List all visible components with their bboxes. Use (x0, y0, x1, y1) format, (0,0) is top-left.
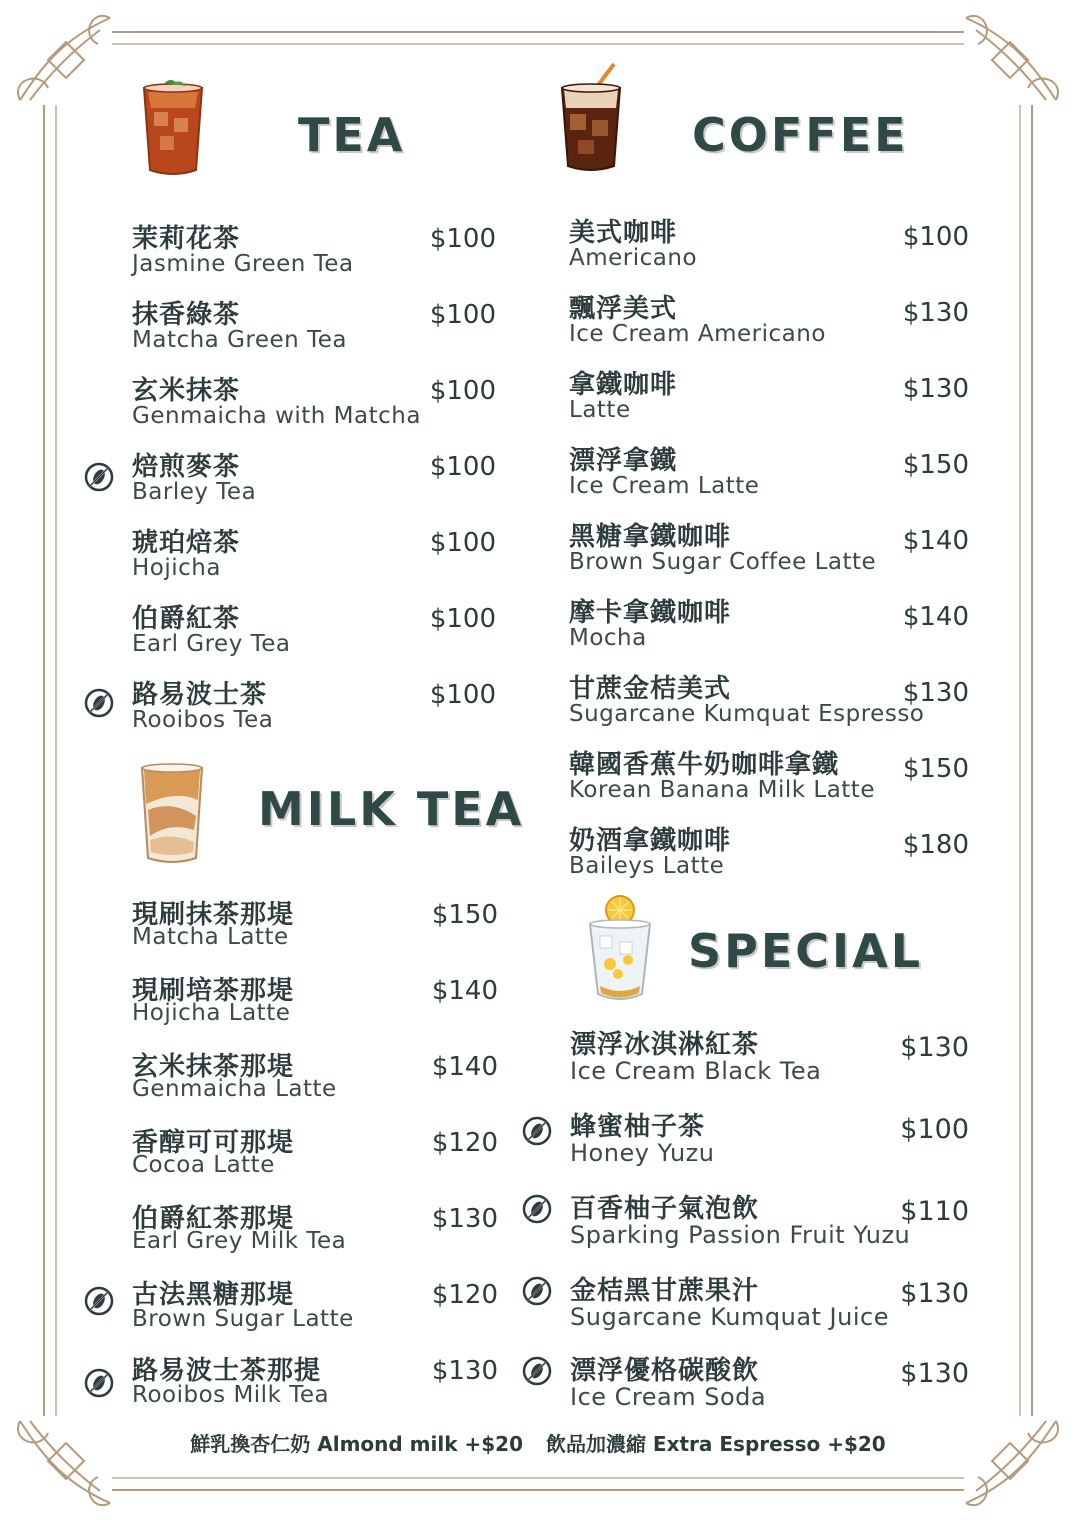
menu-item-milk-tea-genmaicha-latte (132, 1046, 498, 1118)
item-name-zh: 蜂蜜柚子茶 (570, 1112, 706, 1142)
item-name-zh: 古法黑糖那堤 (132, 1280, 295, 1310)
menu-item-tea-matcha (132, 294, 496, 366)
item-name-zh: 美式咖啡 (569, 218, 678, 248)
menu-item-coffee-mocha (569, 592, 969, 664)
item-name-zh: 香醇可可那堤 (132, 1128, 295, 1158)
item-price: $100 (900, 1114, 969, 1145)
item-price: $100 (429, 452, 496, 482)
item-name-en: Sparking Passion Fruit Yuzu (570, 1221, 911, 1249)
item-name-en: Genmaicha with Matcha (132, 403, 421, 429)
menu-item-milk-tea-cocoa-latte (132, 1122, 498, 1194)
item-name-en: Honey Yuzu (570, 1139, 715, 1167)
item-name-en: Brown Sugar Coffee Latte (569, 549, 877, 575)
menu-item-special-passion-fruit-yuzu (570, 1188, 969, 1260)
item-name-zh: 茉莉花茶 (132, 224, 241, 254)
item-name-zh: 飄浮美式 (569, 294, 678, 324)
iced-tea-glass-icon (138, 78, 208, 178)
item-price: $130 (902, 678, 969, 708)
item-name-zh: 黑糖拿鐵咖啡 (569, 522, 732, 552)
item-price: $100 (429, 680, 496, 710)
item-name-zh: 琥珀焙茶 (132, 528, 241, 558)
menu-item-tea-hojicha (132, 522, 496, 594)
item-name-en: Ice Cream Latte (569, 473, 760, 499)
item-name-en: Korean Banana Milk Latte (569, 777, 875, 803)
item-price: $130 (900, 1278, 969, 1309)
lemon-soda-cup-icon (584, 894, 656, 1006)
item-name-en: Brown Sugar Latte (132, 1306, 354, 1332)
item-price: $100 (429, 376, 496, 406)
item-price: $130 (431, 1204, 498, 1234)
item-name-zh: 伯爵紅茶 (132, 604, 241, 634)
item-name-zh: 漂浮冰淇淋紅茶 (570, 1030, 760, 1060)
item-name-zh: 焙煎麥茶 (132, 452, 241, 482)
item-name-zh: 漂浮優格碳酸飲 (570, 1356, 760, 1386)
item-name-zh: 抹香綠茶 (132, 300, 241, 330)
item-price: $130 (902, 374, 969, 404)
item-price: $100 (429, 604, 496, 634)
item-name-en: Ice Cream Black Tea (570, 1057, 822, 1085)
menu-item-milk-tea-brown-sugar (132, 1274, 498, 1346)
item-name-en: Ice Cream Soda (570, 1383, 767, 1411)
item-name-en: Hojicha (132, 555, 221, 581)
menu-item-tea-jasmine (132, 218, 496, 290)
no-caffeine-icon (522, 1116, 552, 1146)
menu-item-milk-tea-matcha-latte (132, 894, 498, 966)
item-name-en: Matcha Green Tea (132, 327, 347, 353)
menu-item-tea-rooibos (132, 674, 496, 746)
menu-item-coffee-sugarcane-kumquat (569, 668, 969, 740)
menu-item-coffee-baileys (569, 820, 969, 892)
no-caffeine-icon (84, 1368, 114, 1398)
item-name-en: Jasmine Green Tea (132, 251, 354, 277)
menu-item-special-honey-yuzu (570, 1106, 969, 1178)
item-name-en: Latte (569, 397, 631, 423)
item-name-en: Hojicha Latte (132, 1000, 291, 1026)
item-price: $100 (902, 222, 969, 252)
item-name-en: Barley Tea (132, 479, 257, 505)
footer-addon-notes (0, 1428, 1076, 1457)
no-caffeine-icon (84, 688, 114, 718)
item-name-en: Genmaicha Latte (132, 1076, 337, 1102)
item-name-en: Earl Grey Tea (132, 631, 291, 657)
item-price: $130 (902, 298, 969, 328)
menu-item-special-ice-cream-black-tea (570, 1024, 969, 1096)
item-name-zh: 路易波士茶那提 (132, 1356, 322, 1386)
menu-item-coffee-ice-cream-americano (569, 288, 969, 360)
item-name-en: Ice Cream Americano (569, 321, 826, 347)
item-price: $100 (429, 528, 496, 558)
almond-milk-note: 鮮乳換杏仁奶 Almond milk +$20 (190, 1432, 523, 1456)
item-price: $150 (431, 900, 498, 930)
item-name-zh: 奶酒拿鐵咖啡 (569, 826, 732, 856)
menu-item-coffee-brown-sugar-latte (569, 516, 969, 588)
menu-item-tea-genmaicha (132, 370, 496, 442)
corner-ornament-top-right (966, 16, 1058, 100)
no-caffeine-icon (522, 1276, 552, 1306)
item-name-en: Sugarcane Kumquat Juice (570, 1303, 889, 1331)
no-caffeine-icon (84, 462, 114, 492)
item-name-en: Mocha (569, 625, 647, 651)
item-price: $100 (429, 300, 496, 330)
item-name-zh: 百香柚子氣泡飲 (570, 1194, 760, 1224)
item-name-en: Cocoa Latte (132, 1152, 275, 1178)
item-name-en: Earl Grey Milk Tea (132, 1228, 347, 1254)
coffee-section-title: COFFEE (692, 108, 909, 162)
menu-item-coffee-korean-banana (569, 744, 969, 816)
milk-tea-glass-icon (136, 760, 208, 866)
item-name-en: Baileys Latte (569, 853, 725, 879)
item-name-zh: 金桔黑甘蔗果汁 (570, 1276, 760, 1306)
menu-item-special-sugarcane-kumquat-juice (570, 1270, 969, 1342)
item-price: $150 (902, 754, 969, 784)
menu-item-milk-tea-rooibos (132, 1350, 498, 1422)
item-price: $140 (431, 976, 498, 1006)
no-caffeine-icon (522, 1356, 552, 1386)
item-name-zh: 拿鐵咖啡 (569, 370, 678, 400)
item-price: $110 (900, 1196, 969, 1227)
item-price: $130 (900, 1358, 969, 1389)
item-name-zh: 玄米抹茶那堤 (132, 1052, 295, 1082)
no-caffeine-icon (84, 1286, 114, 1316)
item-price: $140 (902, 602, 969, 632)
item-name-en: Matcha Latte (132, 924, 289, 950)
menu-item-special-ice-cream-soda (570, 1350, 969, 1422)
menu-item-milk-tea-earl-grey (132, 1198, 498, 1270)
menu-item-coffee-latte (569, 364, 969, 436)
item-price: $180 (902, 830, 969, 860)
item-name-zh: 現刷培茶那堤 (132, 976, 295, 1006)
item-name-zh: 漂浮拿鐵 (569, 446, 678, 476)
menu-item-tea-earl-grey (132, 598, 496, 670)
item-name-zh: 現刷抹茶那堤 (132, 900, 295, 930)
item-price: $130 (431, 1356, 498, 1386)
item-name-en: Rooibos Tea (132, 707, 274, 733)
iced-coffee-glass-icon (556, 62, 626, 174)
milk-tea-section-title: MILK TEA (258, 782, 525, 836)
special-section-title: SPECIAL (688, 924, 924, 978)
corner-ornament-top-left (18, 16, 110, 100)
item-price: $130 (900, 1032, 969, 1063)
item-price: $120 (431, 1128, 498, 1158)
item-name-zh: 伯爵紅茶那堤 (132, 1204, 295, 1234)
item-price: $140 (902, 526, 969, 556)
menu-item-milk-tea-hojicha-latte (132, 970, 498, 1042)
menu-item-coffee-ice-cream-latte (569, 440, 969, 512)
item-price: $150 (902, 450, 969, 480)
item-name-en: Rooibos Milk Tea (132, 1382, 330, 1408)
item-name-zh: 韓國香蕉牛奶咖啡拿鐵 (569, 750, 840, 780)
item-name-en: Americano (569, 245, 698, 271)
item-name-zh: 玄米抹茶 (132, 376, 241, 406)
item-name-zh: 路易波士茶 (132, 680, 268, 710)
item-name-zh: 甘蔗金桔美式 (569, 674, 732, 704)
item-price: $100 (429, 224, 496, 254)
item-price: $140 (431, 1052, 498, 1082)
item-price: $120 (431, 1280, 498, 1310)
tea-section-title: TEA (298, 108, 406, 162)
extra-espresso-note: 飲品加濃縮 Extra Espresso +$20 (545, 1432, 886, 1456)
item-name-zh: 摩卡拿鐵咖啡 (569, 598, 732, 628)
item-name-en: Sugarcane Kumquat Espresso (569, 701, 925, 727)
menu-item-tea-barley (132, 446, 496, 518)
menu-item-coffee-americano (569, 212, 969, 284)
no-caffeine-icon (522, 1194, 552, 1224)
